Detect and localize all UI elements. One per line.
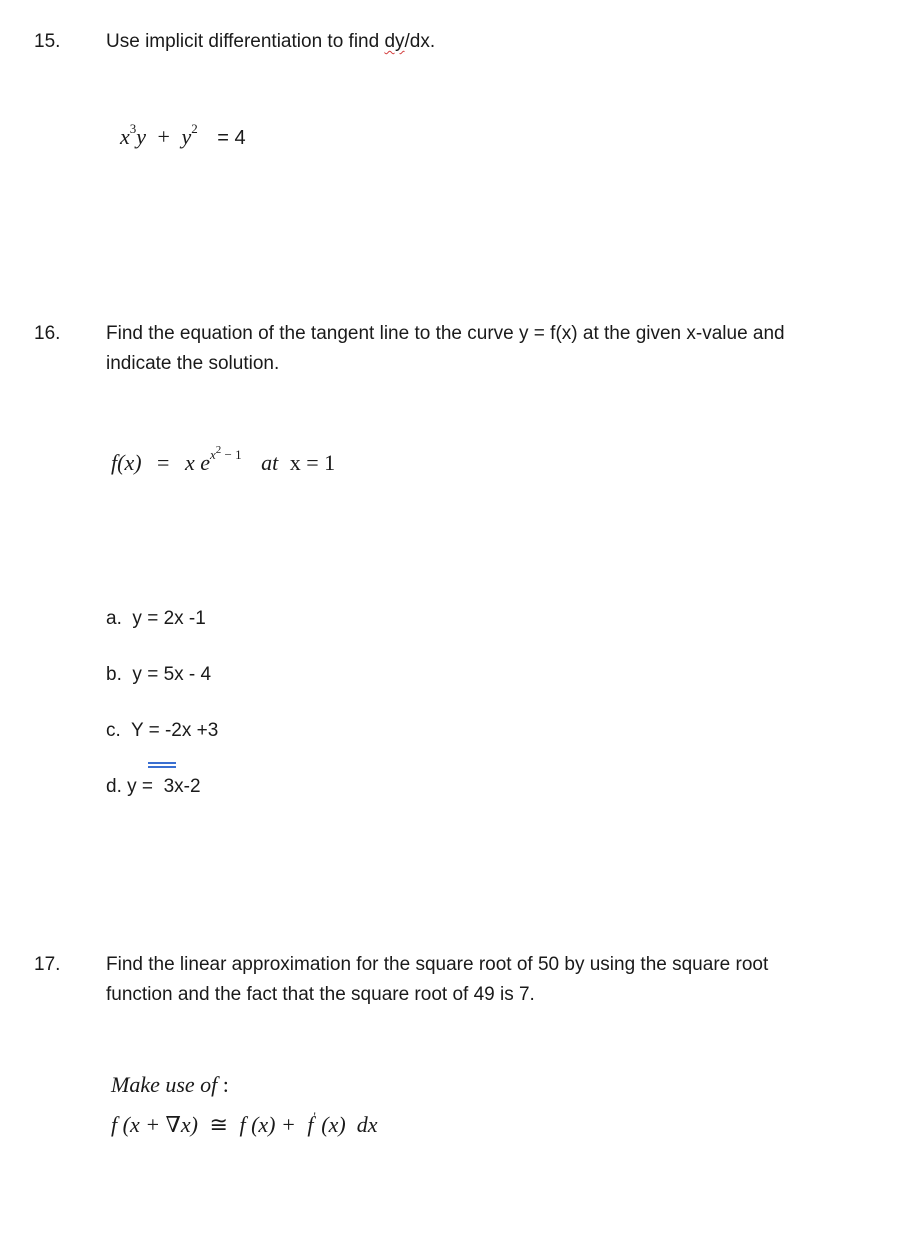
question-15-prompt [106, 27, 435, 57]
question-17-line-1: Find the linear approximation for the square root of 50 by using the square root [106, 954, 769, 975]
question-15-equation: $x^3y + y^2 = 4$ [120, 121, 246, 149]
question-16-prompt [106, 319, 785, 379]
question-16-number: 16. [34, 323, 61, 344]
linear-approximation-formula: f (x + ∇x) ≅ f (x) + f' (x) dx [111, 1109, 378, 1137]
option-d: d. y = 3x-2 [106, 776, 201, 797]
option-a: a. y = 2x -1 [106, 608, 206, 629]
question-15-number: 15. [34, 31, 61, 52]
hint-label: Make use of : [111, 1072, 229, 1097]
question-16-line-1: Find the equation of the tangent line to the curve y = f(x) at the given x-value and [106, 323, 785, 344]
double-underline-mark [148, 766, 176, 768]
question-15-text-end: /dx. [404, 31, 436, 52]
option-b: b. y = 5x - 4 [106, 664, 212, 685]
question-16-line-2: indicate the solution. [106, 353, 280, 374]
question-17-number: 17. [34, 954, 61, 975]
double-underline-mark [148, 762, 176, 764]
spellcheck-flagged-word: dy [384, 31, 405, 52]
question-17-prompt [106, 950, 768, 1010]
question-15-text: Use implicit differentiation to find [106, 31, 385, 52]
question-16-equation: f(x) = x $e^{x^2 - 1}$ at x = 1 [111, 444, 336, 475]
question-17-line-2: function and the fact that the square root of 49 is 7. [106, 984, 535, 1005]
option-c: c. Y = -2x +3 [106, 720, 219, 741]
